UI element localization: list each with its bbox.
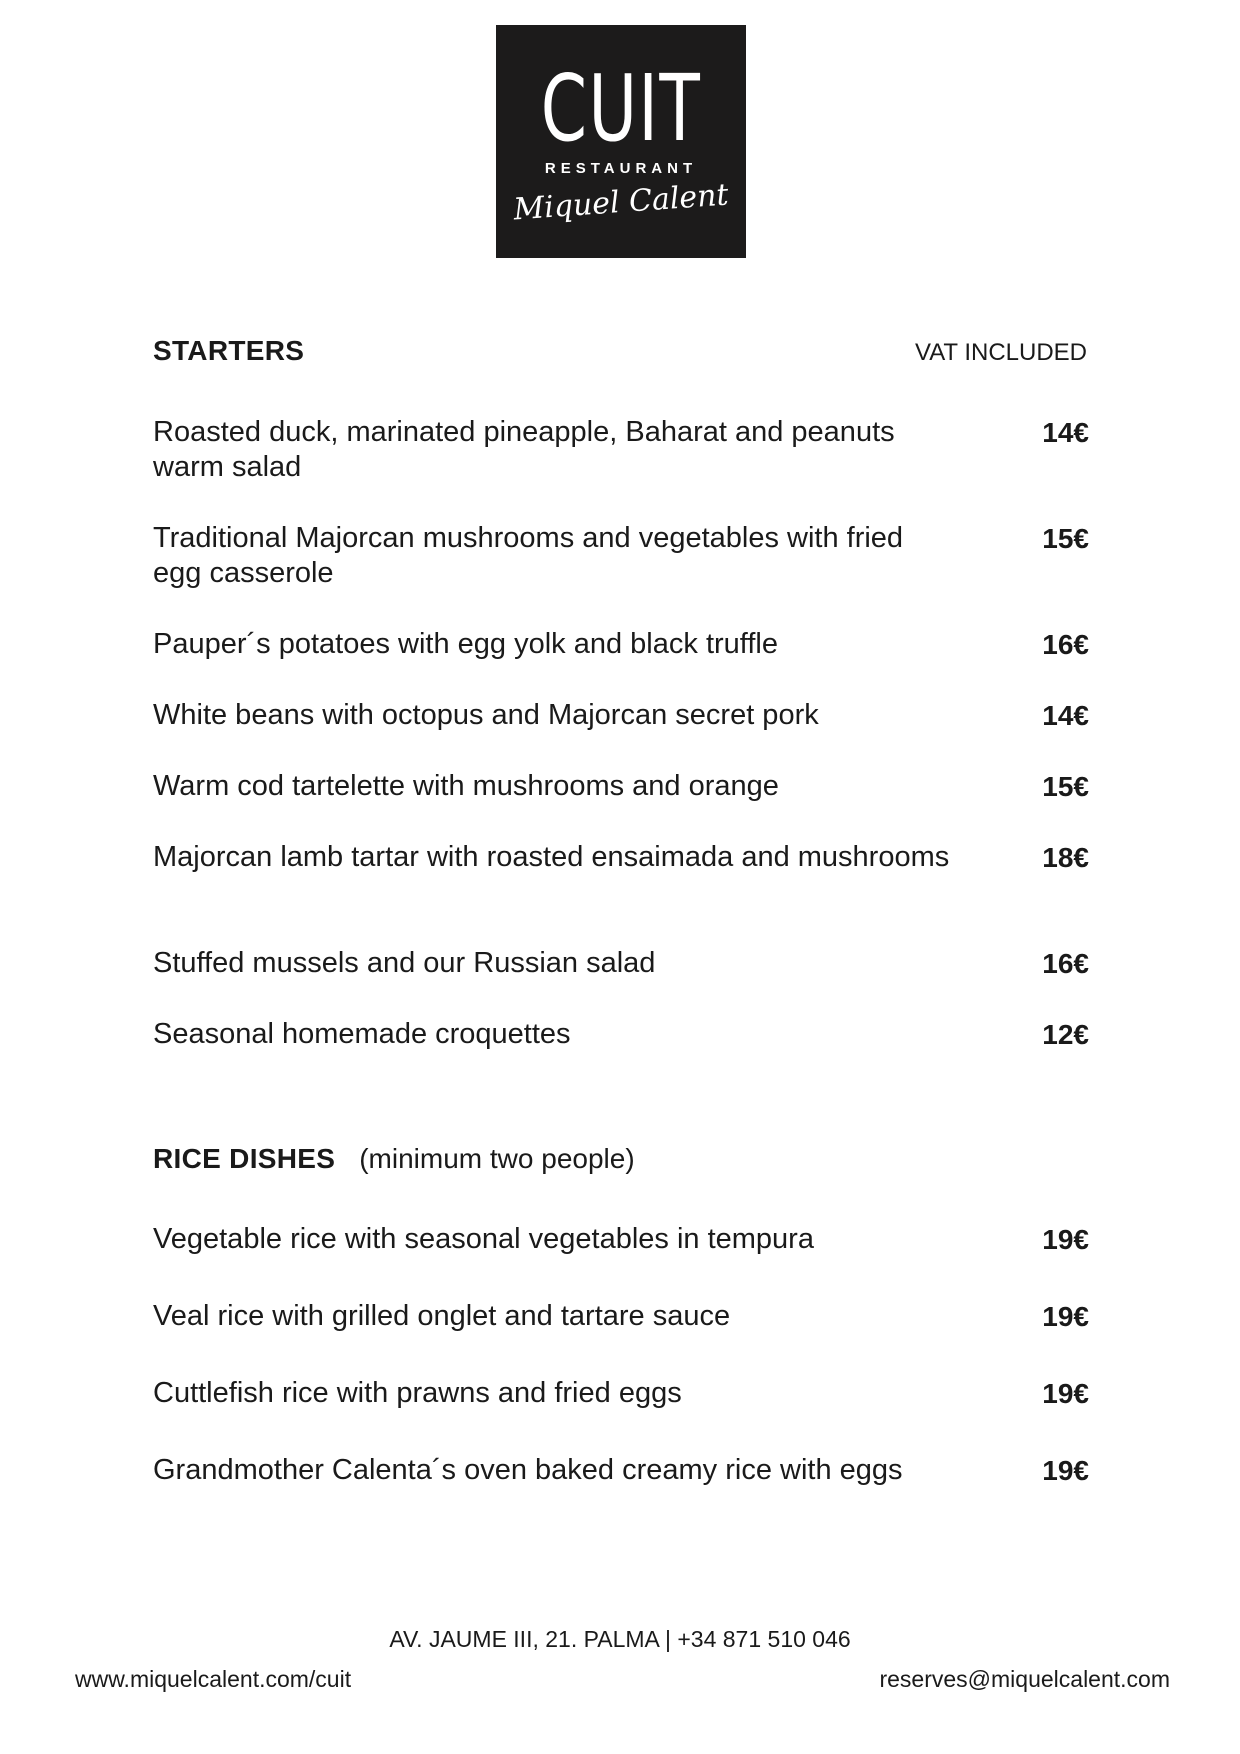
menu-item xyxy=(153,1453,1089,1488)
menu-item xyxy=(153,627,1089,662)
logo-subtitle: RESTAURANT xyxy=(544,160,698,177)
item-description: Cuttlefish rice with prawns and fried eggs xyxy=(153,1377,682,1409)
item-description: Traditional Majorcan mushrooms and vegetables with fried egg casserole xyxy=(153,522,904,589)
item-description: Stuffed mussels and our Russian salad xyxy=(153,947,656,979)
item-price: 16€ xyxy=(1042,629,1089,660)
item-description: White beans with octopus and Majorcan secret pork xyxy=(153,699,819,731)
menu-item xyxy=(153,1222,1089,1257)
item-price: 15€ xyxy=(1042,771,1089,802)
menu-item xyxy=(153,769,1089,804)
menu-item xyxy=(153,1376,1089,1411)
menu-item xyxy=(153,415,1089,485)
item-price: 12€ xyxy=(1042,1019,1089,1050)
item-price: 19€ xyxy=(1042,1224,1089,1255)
item-price: 18€ xyxy=(1042,842,1089,873)
item-price: 16€ xyxy=(1042,948,1089,979)
item-description: Vegetable rice with seasonal vegetables in tempura xyxy=(153,1223,814,1255)
item-description: Grandmother Calenta´s oven baked creamy rice with eggs xyxy=(153,1454,903,1486)
email-link[interactable]: reserves@miquelcalent.com xyxy=(879,1666,1170,1692)
vat-note: VAT INCLUDED xyxy=(914,339,1087,366)
logo-brand: CUIT xyxy=(540,55,702,162)
item-description: Seasonal homemade croquettes xyxy=(153,1018,571,1050)
item-description: Pauper´s potatoes with egg yolk and black truffle xyxy=(153,628,778,660)
rice-title: RICE DISHES xyxy=(153,1143,336,1174)
item-description: Roasted duck, marinated pineapple, Baharat and peanuts warm salad xyxy=(153,416,895,483)
item-price: 19€ xyxy=(1042,1455,1089,1486)
menu-item xyxy=(153,1299,1089,1334)
item-price: 19€ xyxy=(1042,1378,1089,1409)
menu-item xyxy=(153,840,1089,875)
menu-item xyxy=(153,1017,1089,1052)
footer-address: AV. JAUME III, 21. PALMA | +34 871 510 046 xyxy=(389,1626,851,1652)
item-price: 14€ xyxy=(1042,700,1089,731)
item-description: Majorcan lamb tartar with roasted ensaimada and mushrooms xyxy=(153,841,950,873)
rice-header xyxy=(153,1143,1087,1183)
menu-item xyxy=(153,698,1089,733)
starters-title: STARTERS xyxy=(153,335,305,366)
logo-signature: Miquel Calent xyxy=(512,177,730,228)
item-price: 14€ xyxy=(1042,417,1089,448)
item-description: Veal rice with grilled onglet and tartare sauce xyxy=(153,1300,731,1332)
website-link[interactable]: www.miquelcalent.com/cuit xyxy=(75,1666,352,1692)
starters-header xyxy=(153,335,1087,375)
restaurant-logo xyxy=(496,25,746,258)
menu-item xyxy=(153,946,1089,981)
rice-note: (minimum two people) xyxy=(359,1143,635,1174)
item-price: 19€ xyxy=(1042,1301,1089,1332)
menu-item xyxy=(153,521,1089,591)
item-price: 15€ xyxy=(1042,523,1089,554)
item-description: Warm cod tartelette with mushrooms and orange xyxy=(153,770,779,802)
